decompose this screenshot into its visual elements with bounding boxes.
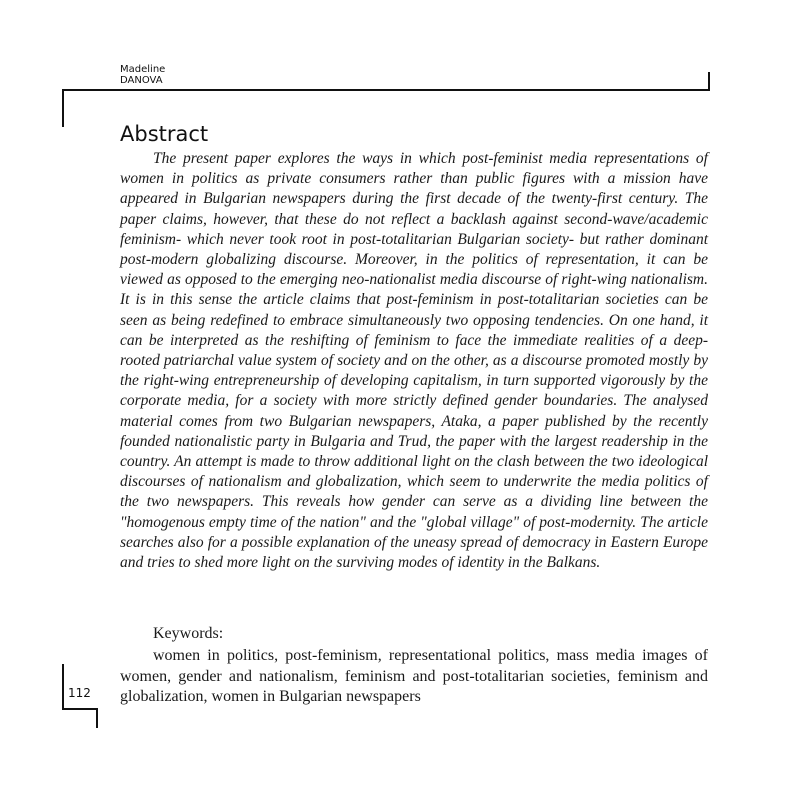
abstract-body: The present paper explores the ways in which post-feminist media representations of women in politics as private consumers rather than public figures with a mission have appeared in Bulgarian newspapers during the first decade of the twenty-first century. The paper claims, however, that these do not reflect a backlash against second-wave/academic feminism- which never took root in post-totalitarian Bulgarian society- but rather dominant post-modern globalizing discourse. Moreover, in the politics of representation, it can be viewed as opposed to the emerging neo-nationalist media discourse of right-wing nationalism. It is in this sense the article claims that post-feminism in post-totalitarian societies can be seen as being redefined to embrace simultaneously two opposing tendencies. On one hand, it can be interpreted as the reshifting of feminism to face the immediate realities of a deep-rooted patriarchal value system of society and on the other, as a discourse promoted mostly by the right-wing entrepreneurship of developing capitalism, in turn supported vigorously by the corporate media, for a society with more strictly defined gender boundaries. The analysed material comes from two Bulgarian newspapers, Ataka, a paper published by the recently founded nationalistic party in Bulgaria and Trud, the paper with the largest readership in the country. An attempt is made to throw additional light on the clash between the two ideological discourses of nationalism and globalization, which seem to underwrite the media politics of the two newspapers. This reveals how gender can serve as a dividing line between the "homogenous empty time of the nation" and the "global village" of post-modernity. The article searches also for a possible explanation of the uneasy spread of democracy in Eastern Europe and tries to shed more light on the surviving modes of identity in the Balkans. bbox=[120, 150, 708, 572]
running-header-author bbox=[120, 64, 165, 86]
author-last-name: DANOVA bbox=[120, 75, 163, 86]
page-number-rule-top-vertical bbox=[62, 664, 64, 710]
page-number: 112 bbox=[68, 686, 91, 700]
author-first-name: Madeline bbox=[120, 64, 166, 75]
keywords-text: women in politics, post-feminism, representational politics, mass media images of women, gender and nationalism, feminism and post-totalitarian societies, feminism and globalization, women in Bulgarian newspapers bbox=[120, 647, 708, 705]
header-rule-left-vertical bbox=[62, 89, 64, 127]
abstract-heading: Abstract bbox=[120, 122, 209, 146]
header-rule-right-vertical bbox=[708, 72, 710, 91]
keywords-label: Keywords: bbox=[153, 625, 224, 642]
page-number-rule-bottom-vertical bbox=[96, 708, 98, 728]
header-rule-horizontal bbox=[62, 89, 710, 91]
page-number-rule-horizontal bbox=[62, 708, 98, 710]
